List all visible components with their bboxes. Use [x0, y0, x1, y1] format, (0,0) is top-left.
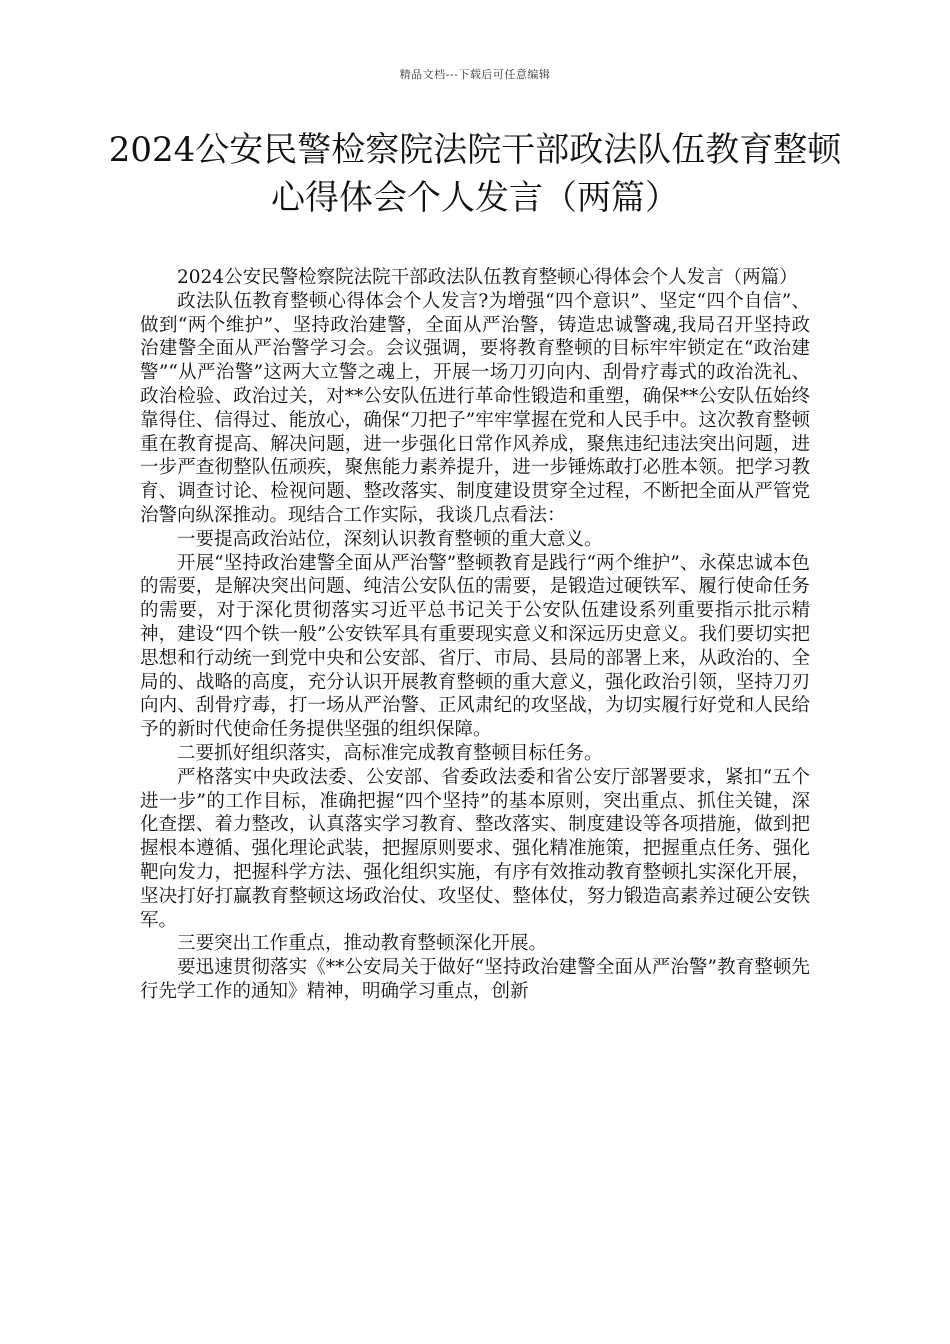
document-title: 2024公安民警检察院法院干部政法队伍教育整顿心得体会个人发言（两篇）: [108, 130, 842, 218]
header-note: 精品文档---下载后可任意编辑: [399, 68, 551, 81]
paragraph-section-3: 要迅速贯彻落实《**公安局关于做好“坚持政治建警全面从严治警”教育整顿先行先学工作的通知》精神，明确学习重点，创新: [140, 957, 810, 1002]
document-body: [140, 266, 810, 1004]
paragraph-section-2: 严格落实中央政法委、公安部、省委政法委和省公安厅部署要求，紧扣“五个进一步”的工作目标，准确把握“四个坚持”的基本原则，突出重点、抓住关键，深化查摆、着力整改，认真落实学习教育、整改落实、制度建设等各项措施，做到把握根本遵循、强化理论武装，把握原则要求、强化精准施策，把握重点任务、强化靶向发力，把握科学方法、强化组织实施，有序有效推动教育整顿扎实深化开展，坚决打好打赢教育整顿这场政治仗、攻坚仗、整体仗，努力锻造高素养过硬公安铁军。: [140, 766, 810, 931]
paragraph-subtitle: 2024公安民警检察院法院干部政法队伍教育整顿心得体会个人发言（两篇）: [177, 267, 798, 288]
paragraph-intro: 政法队伍教育整顿心得体会个人发言?为增强“四个意识”、坚定“四个自信”、做到“两个维护”、坚持政治建警，全面从严治警，铸造忠诚警魂,我局召开坚持政治建警全面从严治警学习会。会议强调，要将教育整顿的目标牢牢锁定在“政治建警”“从严治警”这两大立警之魂上，开展一场刀刃向内、刮骨疗毒式的政治洗礼、政治检验、政治过关，对**公安队伍进行革命性锻造和重塑，确保**公安队伍始终靠得住、信得过、能放心，确保“刀把子”牢牢掌握在党和人民手中。这次教育整顿重在教育提高、解决问题，进一步强化日常作风养成，聚焦违纪违法突出问题，进一步严查彻整队伍顽疾，聚焦能力素养提升，进一步锤炼敢打必胜本领。把学习教育、调查讨论、检视问题、整改落实、制度建设贯穿全过程，不断把全面从严管党治警向纵深推动。现结合工作实际，我谈几点看法：: [140, 290, 810, 526]
paragraph-section-1: 开展“坚持政治建警全面从严治警”整顿教育是践行“两个维护”、永葆忠诚本色的需要，是解决突出问题、纯洁公安队伍的需要，是锻造过硬铁军、履行使命任务的需要，对于深化贯彻落实习近平总书记关于公安队伍建设系列重要指示批示精神，建设“四个铁一般”公安铁军具有重要现实意义和深远历史意义。我们要切实把思想和行动统一到党中央和公安部、省厅、市局、县局的部署上来，从政治的、全局的、战略的高度，充分认识开展教育整顿的重大意义，强化政治引领，坚持刀刃向内、刮骨疗毒，打一场从严治警、正风肃纪的攻坚战，为切实履行好党和人民给予的新时代使命任务提供坚强的组织保障。: [140, 552, 810, 741]
section-heading-3: 三要突出工作重点，推动教育整顿深化开展。: [177, 933, 548, 955]
section-heading-2: 二要抓好组织落实，高标准完成教育整顿目标任务。: [177, 742, 603, 764]
section-heading-1: 一要提高政治站位，深刻认识教育整顿的重大意义。: [177, 528, 603, 550]
